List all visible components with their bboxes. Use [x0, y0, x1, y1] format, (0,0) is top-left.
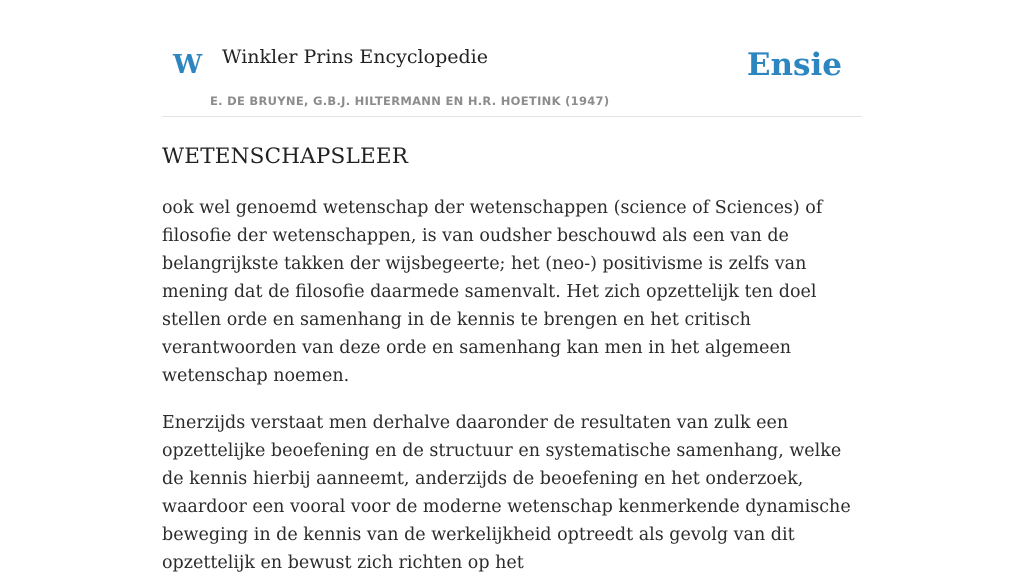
document-page	[162, 0, 862, 573]
entry-paragraph: Enerzijds verstaat men derhalve daaronder de resultaten van zulk een opzettelijke beoefening en de structuur en systematische samenhang, welke de kennis hierbij aanneemt, anderzijds de beoefening en het onderzoek, waardoor een vooral voor de moderne wetenschap kenmerkende dynamische beweging in de kennis van de werkelijkheid optreedt als gevolg van dit opzettelijk en bewust zich richten op het	[162, 412, 851, 573]
source-title[interactable]: Winkler Prins Encyclopedie	[222, 46, 488, 68]
entry-title: WETENSCHAPSLEER	[162, 144, 409, 169]
source-authors: E. DE BRUYNE, G.B.J. HILTERMANN EN H.R. HOETINK (1947)	[210, 94, 610, 108]
entry-paragraph: ook wel genoemd wetenschap der wetenschappen (science of Sciences) of filosofie der wetenschappen, is van oudsher beschouwd als een van de belangrijkste takken der wijsbegeerte; het (neo-) positivisme is zelfs van mening dat de filosofie daarmede samenvalt. Het zich opzettelijk ten doel stellen orde en samenhang in de kennis te brengen en het critisch verantwoorden van deze orde en samenhang kan men in het algemeen wetenschap noemen.	[162, 197, 823, 386]
source-header	[162, 0, 862, 117]
ensie-logo[interactable]: Ensie	[746, 47, 842, 83]
winkler-prins-logo[interactable]: W	[173, 50, 203, 80]
entry-body	[162, 194, 862, 577]
